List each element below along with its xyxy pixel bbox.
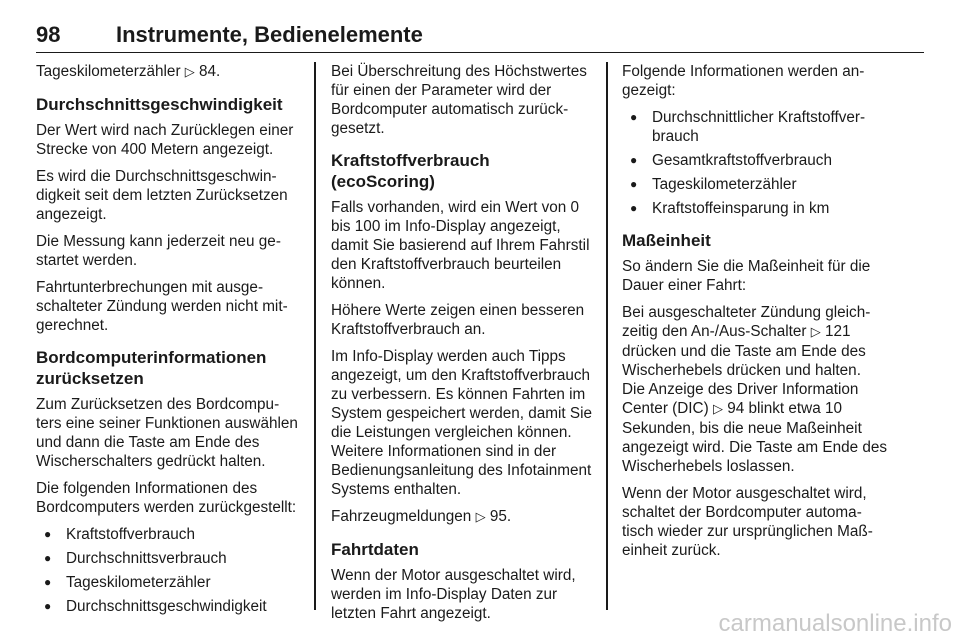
column-1: [36, 62, 298, 624]
paragraph: Im Info-Display werden auch Tipps angezeigt, um den Kraftstoffverbrauch zu verbessern. Es können Fahrten im System gespeichert werden, damit Sie die Leistungen vergleichen können. Weitere Informationen sind in der Bedienungsanleitung des Infotainment Systems enthalten.: [331, 348, 593, 498]
paragraph: Fahrzeugmeldungen ▷ 95.: [331, 508, 512, 525]
list-item: ● Durchschnittsgeschwindigkeit: [36, 597, 298, 616]
page-number: 98: [36, 22, 61, 47]
page-reference-icon: ▷: [712, 402, 723, 417]
list-item: ● Kraftstoffverbrauch: [36, 525, 298, 544]
chapter-title: Instrumente, Bedienelemente: [116, 22, 423, 47]
page-reference[interactable]: 94: [727, 400, 745, 417]
paragraph: Die folgenden Informationen des Bordcomputers werden zurückgestellt:: [36, 480, 297, 516]
column-divider-2: [606, 62, 608, 610]
paragraph: Der Wert wird nach Zurücklegen einer Strecke von 400 Metern angezeigt.: [36, 122, 294, 158]
page-reference[interactable]: 95.: [489, 508, 512, 525]
list-item: ● Durchschnittsverbrauch: [36, 549, 298, 568]
bullet-list: [622, 108, 887, 218]
page-reference-icon: ▷: [184, 65, 195, 80]
section-heading: Durchschnittsgeschwindigkeit: [36, 95, 283, 114]
paragraph: Wenn der Motor ausgeschaltet wird, werden im Info-Display Daten zur letzten Fahrt angezeigt.: [331, 567, 576, 622]
paragraph: Zum Zurücksetzen des Bordcomputers eine seiner Funktionen auswählen und dann die Taste am Ende des Wischerschalters gedrückt halten.: [36, 396, 298, 470]
paragraph: Bei Überschreitung des Höchstwertes für einen der Parameter wird der Bordcomputer automatisch zurückgesetzt.: [331, 63, 587, 137]
paragraph: Es wird die Durchschnittsgeschwindigkeit seit dem letzten Zurücksetzen angezeigt.: [36, 168, 288, 223]
page-header: [36, 22, 924, 53]
page-reference-icon: ▷: [810, 325, 821, 340]
paragraph: So ändern Sie die Maßeinheit für die Dauer einer Fahrt:: [622, 258, 871, 294]
paragraph: Falls vorhanden, wird ein Wert von 0 bis 100 im Info-Display angezeigt, damit Sie basierend auf Ihrem Fahrstil den Kraftstoffverbrauch beurteilen können.: [331, 199, 590, 292]
paragraph: Bei ausgeschalteter Zündung gleichzeitig den An-/Aus-Schalter ▷ 121 drücken und die Taste am Ende des Wischerhebels drücken und halten. Die Anzeige des Driver Information Center (DIC) ▷ 94 blinkt etwa 10 Sekunden, bis die neue Maßeinheit angezeigt wird. Die Taste am Ende des Wischerhebels loslassen.: [622, 304, 888, 475]
list-item: ● Gesamtkraftstoffverbrauch: [622, 151, 887, 170]
watermark: carmanualsonline.info: [718, 610, 952, 637]
page-reference-icon: ▷: [475, 510, 486, 525]
paragraph: Tageskilometerzähler ▷ 84.: [36, 63, 221, 80]
section-heading: Kraftstoffverbrauch (ecoScoring): [331, 151, 490, 191]
column-3: [622, 62, 887, 568]
page-reference[interactable]: 121: [825, 323, 851, 340]
column-divider-1: [314, 62, 316, 610]
paragraph: Fahrtunterbrechungen mit ausgeschalteter Zündung werden nicht mitgerechnet.: [36, 279, 288, 334]
bullet-list: [36, 525, 298, 616]
page-reference[interactable]: 84.: [199, 63, 221, 80]
section-heading: Maßeinheit: [622, 231, 711, 250]
paragraph: Wenn der Motor ausgeschaltet wird, schaltet der Bordcomputer automatisch wieder zur ursprünglichen Maßeinheit zurück.: [622, 485, 873, 559]
section-heading: Fahrtdaten: [331, 540, 419, 559]
list-item: ● Durchschnittlicher Kraftstoffverbrauch: [622, 108, 887, 146]
list-item: ● Tageskilometerzähler: [36, 573, 298, 592]
paragraph: Die Messung kann jederzeit neu gestartet werden.: [36, 233, 281, 269]
paragraph: Höhere Werte zeigen einen besseren Kraftstoffverbrauch an.: [331, 302, 585, 338]
list-item: ● Kraftstoffeinsparung in km: [622, 199, 887, 218]
list-item: ● Tageskilometerzähler: [622, 175, 887, 194]
section-heading: Bordcomputerinformationen zurücksetzen: [36, 348, 267, 388]
column-2: [331, 62, 596, 631]
paragraph: Folgende Informationen werden angezeigt:: [622, 63, 865, 99]
